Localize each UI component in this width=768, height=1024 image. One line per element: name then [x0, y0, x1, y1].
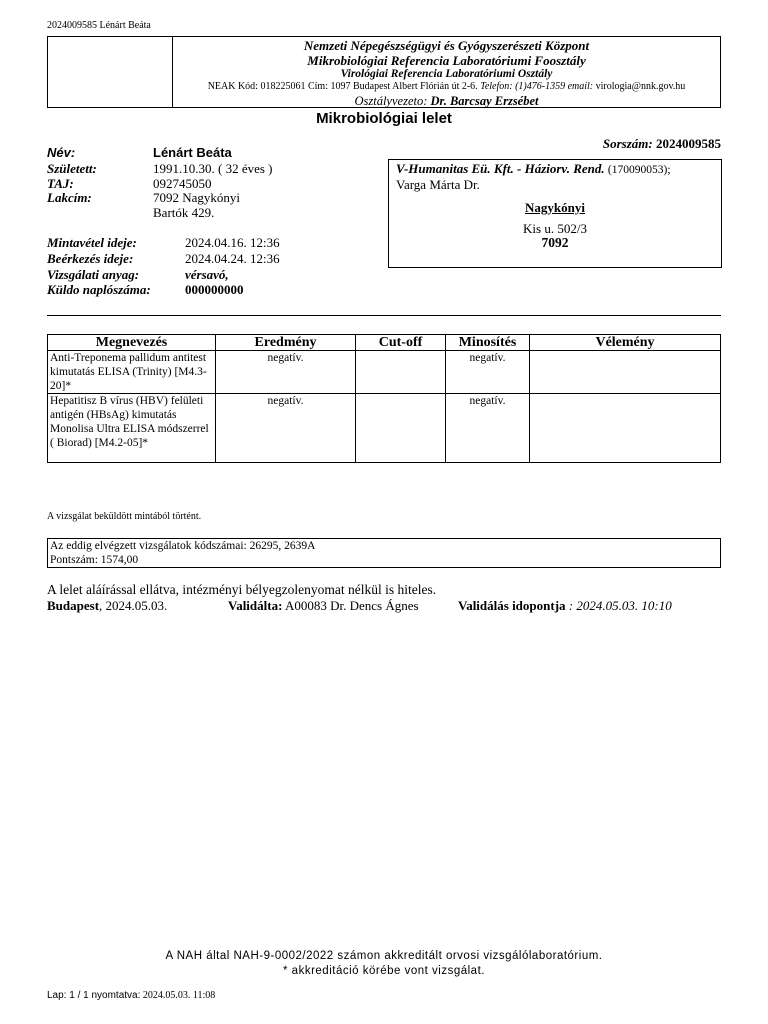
test-name: Anti-Treponema pallidum antitest kimutatás ELISA (Trinity) [M4.3-20]*: [48, 351, 216, 394]
codes-box: [47, 538, 721, 568]
sender-city: Nagykónyi: [525, 200, 585, 215]
address-line-2: Bartók 429.: [153, 205, 215, 220]
neak-address: NEAK Kód: 018225061 Cím: 1097 Budapest Albert Flórián út 2-6.: [207, 81, 478, 92]
results-table: [47, 334, 721, 463]
section-divider: [47, 315, 721, 316]
table-header-row: [48, 335, 721, 351]
department-name: Mikrobiológiai Referencia Laboratóriumi Foosztály: [307, 53, 586, 68]
sender-code: (170090053);: [607, 164, 671, 176]
sender-log-label: Küldo naplószáma:: [47, 282, 151, 297]
table-row: [48, 394, 721, 463]
sender-zip: 7092: [541, 235, 569, 250]
col-header-opinion: Vélemény: [530, 335, 721, 351]
sender-name: V-Humanitas Eü. Kft. - Háziorv. Rend.: [396, 161, 605, 176]
sample-note: A vizsgálat beküldött mintából történt.: [47, 511, 202, 522]
test-opinion: [530, 351, 721, 394]
subdepartment-name: Virológiai Referencia Laboratóriumi Osztály: [340, 68, 553, 80]
col-header-name: Megnevezés: [48, 335, 216, 351]
validated-by-value: A00083 Dr. Dencs Ágnes: [284, 598, 419, 613]
serial-number: [603, 136, 721, 152]
born-label: Született:: [47, 161, 97, 176]
address-label: Lakcím:: [47, 190, 92, 205]
sender-line: [396, 161, 671, 177]
validation-city: Budapest: [47, 598, 100, 613]
test-codes: Az eddig elvégzett vizsgálatok kódszámai: 26295, 2639A: [50, 540, 316, 552]
sender-street: Kis u. 502/3: [523, 221, 587, 236]
name-label: Név:: [47, 145, 76, 160]
test-name: Hepatitisz B vírus (HBV) felületi antigén (HBsAg) kimutatás Monolisa Ultra ELISA módszerrel ( Biorad) [M4.2-05]*: [48, 394, 216, 463]
sample-taken-value: 2024.04.16. 12:36: [185, 235, 280, 250]
col-header-result: Eredmény: [216, 335, 356, 351]
taj-label: TAJ:: [47, 176, 74, 191]
validation-time: [458, 598, 672, 614]
institution-header-box: [47, 36, 721, 108]
test-qualification: negatív.: [446, 351, 530, 394]
serial-label: Sorszám:: [602, 136, 653, 151]
col-header-cutoff: Cut-off: [356, 335, 446, 351]
page-number: Lap: 1 / 1 nyomtatva:: [47, 990, 141, 1001]
head-of-department: [173, 94, 720, 109]
patient-name: Lénárt Beáta: [153, 145, 232, 160]
sender-box: [388, 159, 722, 268]
email-label: email:: [567, 81, 594, 92]
sample-material-label: Vizsgálati anyag:: [47, 267, 140, 282]
sender-log-value: 000000000: [185, 282, 244, 297]
sample-material-value: vérsavó,: [185, 267, 229, 282]
validated-by-label: Validálta:: [228, 598, 283, 613]
validation-place-date: [47, 598, 167, 614]
validation-time-value: : 2024.05.03. 10:10: [565, 598, 672, 613]
points: Pontszám: 1574,00: [50, 553, 139, 566]
institution-name: Nemzeti Népegészségügyi és Gyógyszerészeti Központ: [303, 38, 590, 53]
sample-received-value: 2024.04.24. 12:36: [185, 251, 280, 266]
head-name: Dr. Barcsay Erzsébet: [430, 94, 539, 108]
test-result: negatív.: [216, 351, 356, 394]
head-label: Osztályvezeto:: [354, 94, 428, 108]
test-cutoff: [356, 394, 446, 463]
report-title: Mikrobiológiai lelet: [316, 110, 452, 127]
sender-doctor: Varga Márta Dr.: [396, 177, 480, 192]
test-cutoff: [356, 351, 446, 394]
test-qualification: negatív.: [446, 394, 530, 463]
header-reference-line: 2024009585 Lénárt Beáta: [47, 20, 151, 31]
page-footer: [47, 990, 215, 1001]
validation-time-label: Validálás idopontja: [458, 598, 566, 613]
col-header-qualification: Minosítés: [446, 335, 530, 351]
validated-by: [228, 598, 419, 614]
phone: Telefon: (1)476-1359: [480, 81, 566, 92]
printed-date: 2024.05.03. 11:08: [142, 990, 216, 1001]
sample-taken-label: Mintavétel ideje:: [47, 235, 137, 250]
test-result: negatív.: [216, 394, 356, 463]
accreditation-footnote: * akkreditáció körébe vont vizsgálat.: [283, 965, 485, 977]
accreditation-statement: A NAH által NAH-9-0002/2022 számon akkreditált orvosi vizsgálólaboratórium.: [165, 950, 603, 962]
table-row: [48, 351, 721, 394]
contact-line: [173, 81, 720, 92]
born-value: 1991.10.30. ( 32 éves ): [153, 161, 273, 176]
validation-date: , 2024.05.03.: [99, 598, 168, 613]
taj-value: 092745050: [153, 176, 212, 191]
authenticity-statement: A lelet aláírással ellátva, intézményi bélyegzolenyomat nélkül is hiteles.: [47, 582, 437, 597]
test-opinion: [530, 394, 721, 463]
address-line-1: 7092 Nagykónyi: [153, 190, 241, 205]
email: virologia@nnk.gov.hu: [595, 81, 686, 92]
serial-value: 2024009585: [656, 136, 721, 151]
sample-received-label: Beérkezés ideje:: [47, 251, 134, 266]
